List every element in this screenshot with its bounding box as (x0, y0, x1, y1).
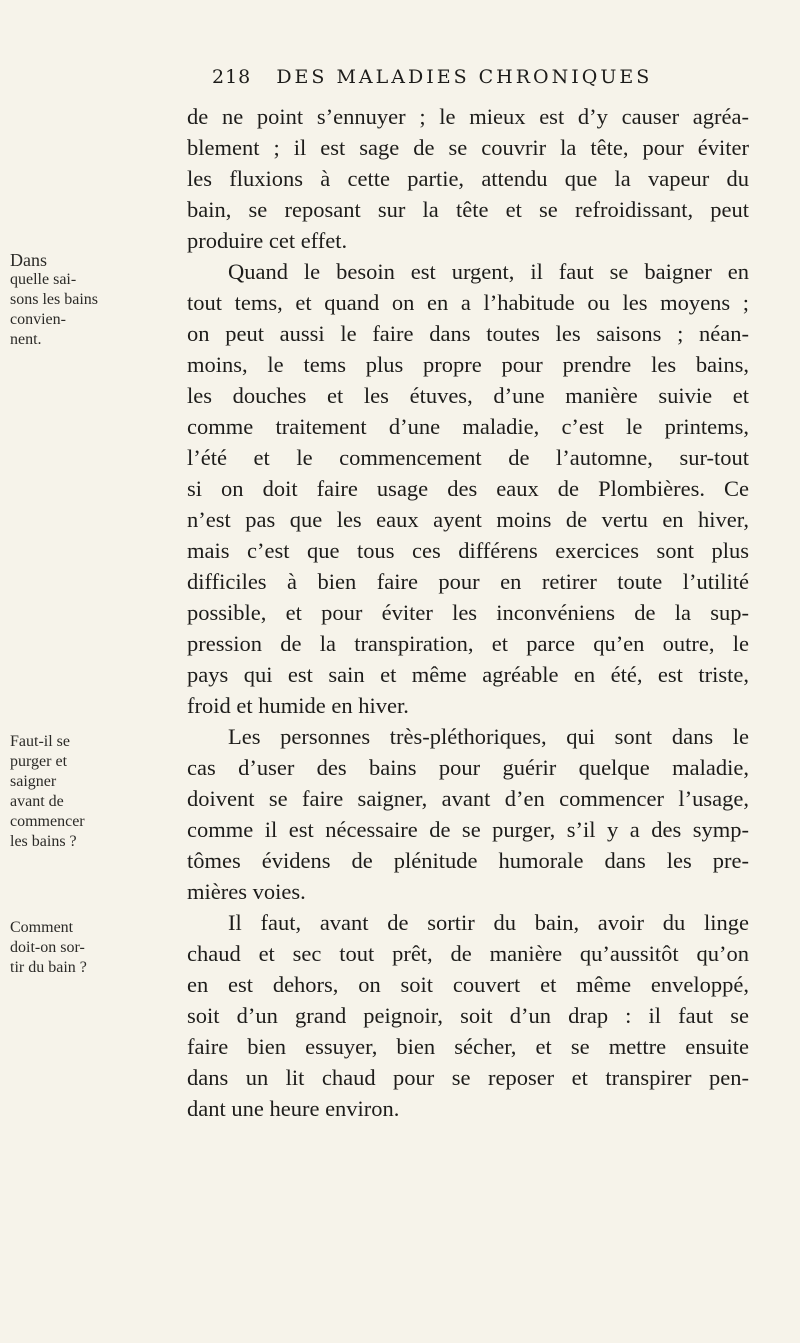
text-line: n’est pas que les eaux ayent moins de vertu en hiver, (187, 507, 749, 532)
text-line: comme traitement d’une maladie, c’est le printems, (187, 414, 749, 439)
text-line: blement ; il est sage de se couvrir la tête, pour éviter (187, 135, 749, 160)
paragraph-1 (187, 101, 749, 256)
paragraph-2 (187, 256, 749, 721)
margin-note-line: Comment (10, 919, 74, 936)
margin-note-line: saigner (10, 773, 57, 790)
running-title: DES MALADIES CHRONIQUES (276, 66, 653, 88)
text-line: soit d’un grand peignoir, soit d’un drap : il faut se (187, 1003, 749, 1028)
text-line: pression de la transpiration, et parce qu’en outre, le (187, 631, 749, 656)
margin-note-line: avant de (10, 793, 64, 810)
text-line: difficiles à bien faire pour en retirer toute l’utilité (187, 569, 749, 594)
text-line: tômes évidens de plénitude humorale dans les pre- (187, 848, 749, 873)
margin-note-bleeding (10, 732, 180, 852)
text-line: doivent se faire saigner, avant d’en commencer l’usage, (187, 786, 749, 811)
text-line: Quand le besoin est urgent, il faut se baigner en (228, 259, 749, 284)
text-line: les douches et les étuves, d’une manière suivie et (187, 383, 749, 408)
text-line: on peut aussi le faire dans toutes les saisons ; néan- (187, 321, 749, 346)
text-line: dans un lit chaud pour se reposer et transpirer pen- (187, 1065, 749, 1090)
paragraph-3 (187, 721, 749, 907)
text-line: l’été et le commencement de l’automne, sur-tout (187, 445, 749, 470)
text-line: bain, se reposant sur la tête et se refroidissant, peut (187, 197, 749, 222)
margin-note-leaving-bath (10, 918, 180, 978)
margin-note-line: les bains ? (10, 833, 77, 850)
margin-note-seasons (10, 250, 180, 350)
running-header (212, 66, 672, 88)
margin-note-line: nent. (10, 331, 42, 348)
text-line: moins, le tems plus propre pour prendre les bains, (187, 352, 749, 377)
text-line: mières voies. (187, 879, 306, 904)
text-line: possible, et pour éviter les inconvéniens de la sup- (187, 600, 749, 625)
text-line: de ne point s’ennuyer ; le mieux est d’y causer agréa- (187, 104, 749, 129)
text-line: si on doit faire usage des eaux de Plombières. Ce (187, 476, 749, 501)
text-line: Il faut, avant de sortir du bain, avoir du linge (228, 910, 749, 935)
text-line: pays qui est sain et même agréable en été, est triste, (187, 662, 749, 687)
margin-note-line: commencer (10, 813, 85, 830)
margin-note-line: quelle sai- (10, 271, 77, 288)
paragraph-4 (187, 907, 749, 1124)
text-line: les fluxions à cette partie, attendu que la vapeur du (187, 166, 749, 191)
text-line: tout tems, et quand on en a l’habitude ou les moyens ; (187, 290, 749, 315)
margin-note-line: Faut-il se (10, 733, 70, 750)
text-line: en est dehors, on soit couvert et même enveloppé, (187, 972, 749, 997)
margin-note-line: purger et (10, 753, 68, 770)
text-line: chaud et sec tout prêt, de manière qu’aussitôt qu’on (187, 941, 749, 966)
text-line: comme il est nécessaire de se purger, s’il y a des symp- (187, 817, 749, 842)
margin-note-line: convien- (10, 311, 66, 328)
text-line: Les personnes très-pléthoriques, qui sont dans le (228, 724, 749, 749)
page-number: 218 (212, 66, 252, 88)
margin-note-line: doit-on sor- (10, 939, 85, 956)
text-line: faire bien essuyer, bien sécher, et se mettre ensuite (187, 1034, 749, 1059)
margin-note-line: sons les bains (10, 291, 98, 308)
text-line: mais c’est que tous ces différens exercices sont plus (187, 538, 749, 563)
text-line: dant une heure environ. (187, 1096, 400, 1121)
text-line: froid et humide en hiver. (187, 693, 409, 718)
text-line: cas d’user des bains pour guérir quelque maladie, (187, 755, 749, 780)
margin-note-line: tir du bain ? (10, 959, 87, 976)
text-line: produire cet effet. (187, 228, 348, 253)
margin-note-line: Dans (10, 250, 47, 270)
